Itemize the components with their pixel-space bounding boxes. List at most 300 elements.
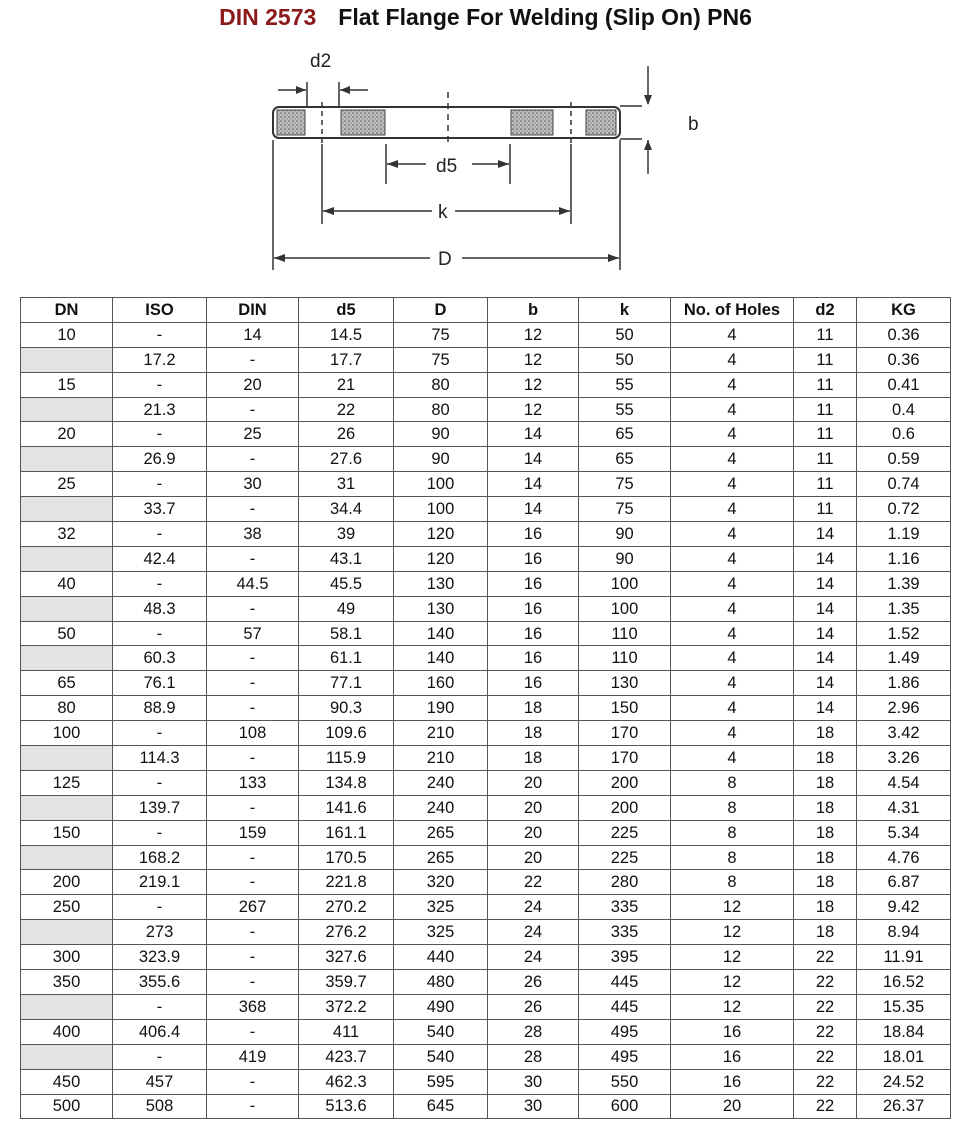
table-cell: 28 bbox=[488, 1044, 579, 1069]
table-cell: 20 bbox=[488, 795, 579, 820]
table-cell: - bbox=[113, 472, 207, 497]
table-cell: 457 bbox=[113, 1069, 207, 1094]
table-cell: - bbox=[207, 447, 299, 472]
table-cell bbox=[21, 994, 113, 1019]
table-row bbox=[21, 920, 951, 945]
table-cell: 39 bbox=[299, 522, 394, 547]
table-cell: 100 bbox=[579, 571, 671, 596]
table-cell: 24 bbox=[488, 895, 579, 920]
table-cell: 50 bbox=[21, 621, 113, 646]
table-cell: - bbox=[113, 571, 207, 596]
table-cell: 16 bbox=[488, 571, 579, 596]
table-row bbox=[21, 571, 951, 596]
table-cell: 210 bbox=[394, 721, 488, 746]
hatch-right-outer bbox=[586, 110, 616, 135]
table-cell: 368 bbox=[207, 994, 299, 1019]
table-cell: 445 bbox=[579, 970, 671, 995]
table-cell: 4 bbox=[671, 522, 794, 547]
table-cell: 250 bbox=[21, 895, 113, 920]
column-header: ISO bbox=[113, 298, 207, 323]
table-cell bbox=[21, 845, 113, 870]
table-cell: 150 bbox=[21, 820, 113, 845]
table-cell: 17.7 bbox=[299, 347, 394, 372]
hatch-right-inner bbox=[511, 110, 553, 135]
table-cell bbox=[21, 497, 113, 522]
table-cell: 11 bbox=[794, 372, 857, 397]
table-cell: 76.1 bbox=[113, 671, 207, 696]
table-cell: 22 bbox=[794, 1019, 857, 1044]
column-header: DIN bbox=[207, 298, 299, 323]
table-cell: 100 bbox=[394, 497, 488, 522]
table-cell: 130 bbox=[579, 671, 671, 696]
table-cell: 11 bbox=[794, 322, 857, 347]
table-row bbox=[21, 721, 951, 746]
table-cell: 18 bbox=[794, 795, 857, 820]
table-cell: 90 bbox=[394, 422, 488, 447]
table-cell: 270.2 bbox=[299, 895, 394, 920]
table-row bbox=[21, 1019, 951, 1044]
table-cell: 100 bbox=[21, 721, 113, 746]
table-row bbox=[21, 746, 951, 771]
column-header: D bbox=[394, 298, 488, 323]
table-cell: - bbox=[113, 820, 207, 845]
table-cell: 18 bbox=[488, 721, 579, 746]
table-cell: 75 bbox=[579, 472, 671, 497]
table-cell: 2.96 bbox=[857, 696, 951, 721]
table-cell: 0.72 bbox=[857, 497, 951, 522]
table-cell: 495 bbox=[579, 1044, 671, 1069]
table-cell: 3.26 bbox=[857, 746, 951, 771]
hatch-left-inner bbox=[341, 110, 385, 135]
table-cell: 18 bbox=[488, 696, 579, 721]
table-cell: 4.76 bbox=[857, 845, 951, 870]
table-cell: 14 bbox=[794, 696, 857, 721]
table-cell: 513.6 bbox=[299, 1094, 394, 1119]
table-cell: 4.54 bbox=[857, 770, 951, 795]
table-cell: 4 bbox=[671, 596, 794, 621]
table-cell: 30 bbox=[488, 1069, 579, 1094]
table-cell: 31 bbox=[299, 472, 394, 497]
table-cell: 26 bbox=[299, 422, 394, 447]
table-cell: 24 bbox=[488, 945, 579, 970]
table-row bbox=[21, 322, 951, 347]
table-cell: 20 bbox=[488, 770, 579, 795]
table-cell: 355.6 bbox=[113, 970, 207, 995]
table-cell: 11 bbox=[794, 347, 857, 372]
table-cell: 75 bbox=[394, 347, 488, 372]
table-cell: 55 bbox=[579, 372, 671, 397]
table-row bbox=[21, 795, 951, 820]
table-cell: 32 bbox=[21, 522, 113, 547]
table-cell: 300 bbox=[21, 945, 113, 970]
table-cell: 77.1 bbox=[299, 671, 394, 696]
table-cell: 140 bbox=[394, 621, 488, 646]
table-cell: 8 bbox=[671, 845, 794, 870]
table-cell: 0.41 bbox=[857, 372, 951, 397]
table-cell: 159 bbox=[207, 820, 299, 845]
table-cell: 327.6 bbox=[299, 945, 394, 970]
table-cell: 65 bbox=[579, 422, 671, 447]
table-cell: - bbox=[207, 1069, 299, 1094]
table-cell: 8 bbox=[671, 870, 794, 895]
table-cell: 4 bbox=[671, 671, 794, 696]
table-cell: 57 bbox=[207, 621, 299, 646]
table-cell: 221.8 bbox=[299, 870, 394, 895]
table-cell: - bbox=[113, 895, 207, 920]
table-cell: 325 bbox=[394, 895, 488, 920]
table-cell: 372.2 bbox=[299, 994, 394, 1019]
table-cell: 12 bbox=[488, 322, 579, 347]
table-row bbox=[21, 696, 951, 721]
table-cell: 130 bbox=[394, 596, 488, 621]
table-cell: 42.4 bbox=[113, 546, 207, 571]
table-cell: 115.9 bbox=[299, 746, 394, 771]
table-row bbox=[21, 994, 951, 1019]
table-cell: 22 bbox=[794, 994, 857, 1019]
D-label: D bbox=[438, 249, 452, 270]
table-cell: 4 bbox=[671, 721, 794, 746]
k-label: k bbox=[438, 202, 448, 223]
table-cell: 11 bbox=[794, 447, 857, 472]
table-cell: 80 bbox=[21, 696, 113, 721]
table-row bbox=[21, 596, 951, 621]
table-cell: 15 bbox=[21, 372, 113, 397]
table-cell: 16 bbox=[488, 671, 579, 696]
table-cell: 44.5 bbox=[207, 571, 299, 596]
table-cell bbox=[21, 347, 113, 372]
table-cell: 22 bbox=[299, 397, 394, 422]
table-cell: - bbox=[113, 322, 207, 347]
table-cell: - bbox=[207, 671, 299, 696]
table-cell: 14 bbox=[794, 522, 857, 547]
table-cell: 61.1 bbox=[299, 646, 394, 671]
table-cell: 450 bbox=[21, 1069, 113, 1094]
table-cell: 1.86 bbox=[857, 671, 951, 696]
table-cell: 18.01 bbox=[857, 1044, 951, 1069]
table-cell: 4 bbox=[671, 746, 794, 771]
table-cell: 100 bbox=[579, 596, 671, 621]
table-cell: 161.1 bbox=[299, 820, 394, 845]
table-cell bbox=[21, 546, 113, 571]
d5-label: d5 bbox=[436, 156, 458, 177]
table-cell: 440 bbox=[394, 945, 488, 970]
table-cell: 14 bbox=[794, 671, 857, 696]
table-cell: 12 bbox=[488, 347, 579, 372]
table-cell: 508 bbox=[113, 1094, 207, 1119]
table-cell: 495 bbox=[579, 1019, 671, 1044]
table-cell: 140 bbox=[394, 646, 488, 671]
table-cell bbox=[21, 447, 113, 472]
table-cell: 490 bbox=[394, 994, 488, 1019]
table-cell: 4 bbox=[671, 422, 794, 447]
table-row bbox=[21, 497, 951, 522]
table-cell: 3.42 bbox=[857, 721, 951, 746]
table-cell: 80 bbox=[394, 397, 488, 422]
table-cell: 22 bbox=[794, 1094, 857, 1119]
table-cell bbox=[21, 397, 113, 422]
table-row bbox=[21, 472, 951, 497]
table-cell: 280 bbox=[579, 870, 671, 895]
table-cell: - bbox=[207, 596, 299, 621]
table-cell: 1.39 bbox=[857, 571, 951, 596]
table-row bbox=[21, 1094, 951, 1119]
table-cell: 18 bbox=[794, 920, 857, 945]
table-cell: 170 bbox=[579, 721, 671, 746]
table-cell: 4 bbox=[671, 497, 794, 522]
table-cell bbox=[21, 746, 113, 771]
table-cell: 16 bbox=[671, 1019, 794, 1044]
table-row bbox=[21, 1069, 951, 1094]
table-cell: 4 bbox=[671, 372, 794, 397]
table-cell: 0.6 bbox=[857, 422, 951, 447]
table-cell: 0.74 bbox=[857, 472, 951, 497]
table-cell: 406.4 bbox=[113, 1019, 207, 1044]
table-cell: 267 bbox=[207, 895, 299, 920]
table-cell: 219.1 bbox=[113, 870, 207, 895]
table-cell: 58.1 bbox=[299, 621, 394, 646]
table-cell: 33.7 bbox=[113, 497, 207, 522]
table-cell: 18 bbox=[794, 721, 857, 746]
table-cell: 22 bbox=[794, 945, 857, 970]
table-cell: 22 bbox=[488, 870, 579, 895]
table-cell: 18 bbox=[794, 895, 857, 920]
table-cell: 423.7 bbox=[299, 1044, 394, 1069]
table-row bbox=[21, 422, 951, 447]
table-cell: 20 bbox=[488, 820, 579, 845]
table-cell: 500 bbox=[21, 1094, 113, 1119]
table-cell: 0.59 bbox=[857, 447, 951, 472]
table-cell: 18 bbox=[794, 746, 857, 771]
table-cell: 15.35 bbox=[857, 994, 951, 1019]
table-cell: 8.94 bbox=[857, 920, 951, 945]
table-cell: 50 bbox=[579, 347, 671, 372]
table-cell: 210 bbox=[394, 746, 488, 771]
table-cell: 14 bbox=[794, 621, 857, 646]
table-cell: 12 bbox=[671, 895, 794, 920]
table-cell: - bbox=[207, 646, 299, 671]
table-cell: - bbox=[113, 770, 207, 795]
table-row bbox=[21, 522, 951, 547]
table-cell: 55 bbox=[579, 397, 671, 422]
table-cell: 134.8 bbox=[299, 770, 394, 795]
table-cell: 90 bbox=[394, 447, 488, 472]
table-row bbox=[21, 671, 951, 696]
table-cell: 462.3 bbox=[299, 1069, 394, 1094]
table-cell: 4 bbox=[671, 546, 794, 571]
table-cell: 40 bbox=[21, 571, 113, 596]
table-cell: - bbox=[207, 696, 299, 721]
table-cell: 75 bbox=[394, 322, 488, 347]
table-cell: 110 bbox=[579, 646, 671, 671]
table-row bbox=[21, 347, 951, 372]
table-cell: 190 bbox=[394, 696, 488, 721]
table-cell: 0.36 bbox=[857, 322, 951, 347]
table-cell: 10 bbox=[21, 322, 113, 347]
table-cell: 323.9 bbox=[113, 945, 207, 970]
table-cell: 24 bbox=[488, 920, 579, 945]
table-cell bbox=[21, 596, 113, 621]
table-cell: 16 bbox=[488, 596, 579, 621]
table-cell: 150 bbox=[579, 696, 671, 721]
table-cell: 400 bbox=[21, 1019, 113, 1044]
table-cell: 4 bbox=[671, 472, 794, 497]
table-cell: 540 bbox=[394, 1019, 488, 1044]
table-cell: 18 bbox=[794, 845, 857, 870]
table-cell: 16.52 bbox=[857, 970, 951, 995]
table-cell: - bbox=[207, 945, 299, 970]
column-header: d2 bbox=[794, 298, 857, 323]
table-cell: 12 bbox=[671, 994, 794, 1019]
table-cell bbox=[21, 920, 113, 945]
table-cell: 170.5 bbox=[299, 845, 394, 870]
table-cell: - bbox=[207, 870, 299, 895]
table-cell: 75 bbox=[579, 497, 671, 522]
table-cell: 168.2 bbox=[113, 845, 207, 870]
table-cell: - bbox=[113, 522, 207, 547]
table-row bbox=[21, 646, 951, 671]
table-cell: 60.3 bbox=[113, 646, 207, 671]
table-cell: 480 bbox=[394, 970, 488, 995]
table-cell: 25 bbox=[207, 422, 299, 447]
table-cell: 200 bbox=[21, 870, 113, 895]
d2-label: d2 bbox=[310, 51, 332, 72]
table-cell: 240 bbox=[394, 795, 488, 820]
table-cell: 17.2 bbox=[113, 347, 207, 372]
table-cell: 20 bbox=[21, 422, 113, 447]
flange-cross-section-drawing bbox=[240, 44, 700, 280]
table-cell: 130 bbox=[394, 571, 488, 596]
table-cell: 14 bbox=[488, 447, 579, 472]
table-cell: 4 bbox=[671, 447, 794, 472]
table-cell: 22 bbox=[794, 1069, 857, 1094]
standard-code: DIN 2573 bbox=[219, 4, 317, 30]
table-cell: 141.6 bbox=[299, 795, 394, 820]
table-cell: - bbox=[113, 994, 207, 1019]
table-cell: 14 bbox=[488, 422, 579, 447]
table-cell: 38 bbox=[207, 522, 299, 547]
table-cell: 133 bbox=[207, 770, 299, 795]
table-cell: 65 bbox=[21, 671, 113, 696]
table-cell: 1.49 bbox=[857, 646, 951, 671]
table-cell: 1.16 bbox=[857, 546, 951, 571]
table-cell: 27.6 bbox=[299, 447, 394, 472]
table-cell: - bbox=[207, 795, 299, 820]
table-cell: - bbox=[207, 970, 299, 995]
table-cell: 26.9 bbox=[113, 447, 207, 472]
table-cell: 22 bbox=[794, 970, 857, 995]
table-cell: 110 bbox=[579, 621, 671, 646]
table-cell: 276.2 bbox=[299, 920, 394, 945]
table-row bbox=[21, 546, 951, 571]
table-cell: 14 bbox=[794, 546, 857, 571]
table-cell: 114.3 bbox=[113, 746, 207, 771]
table-row bbox=[21, 970, 951, 995]
table-cell: 4 bbox=[671, 696, 794, 721]
flange-dimensions-table bbox=[20, 297, 951, 1119]
table-row bbox=[21, 621, 951, 646]
table-cell: - bbox=[207, 397, 299, 422]
table-cell: 16 bbox=[488, 522, 579, 547]
table-cell: 4 bbox=[671, 347, 794, 372]
table-cell: 12 bbox=[488, 372, 579, 397]
table-cell: 265 bbox=[394, 820, 488, 845]
table-cell: - bbox=[207, 920, 299, 945]
table-cell: 18 bbox=[794, 770, 857, 795]
table-cell bbox=[21, 646, 113, 671]
table-cell: - bbox=[207, 347, 299, 372]
table-cell: 20 bbox=[488, 845, 579, 870]
table-cell bbox=[21, 1044, 113, 1069]
table-cell: 21 bbox=[299, 372, 394, 397]
table-cell: 411 bbox=[299, 1019, 394, 1044]
table-cell: 90 bbox=[579, 522, 671, 547]
table-cell: 88.9 bbox=[113, 696, 207, 721]
table-cell: 4 bbox=[671, 322, 794, 347]
column-header: d5 bbox=[299, 298, 394, 323]
table-cell: 419 bbox=[207, 1044, 299, 1069]
table-cell: 28 bbox=[488, 1019, 579, 1044]
table-cell: 14 bbox=[488, 497, 579, 522]
table-cell: 395 bbox=[579, 945, 671, 970]
table-cell: 273 bbox=[113, 920, 207, 945]
table-row bbox=[21, 820, 951, 845]
table-cell: 16 bbox=[671, 1044, 794, 1069]
table-cell: 49 bbox=[299, 596, 394, 621]
table-cell: 325 bbox=[394, 920, 488, 945]
table-cell: 350 bbox=[21, 970, 113, 995]
table-cell: 120 bbox=[394, 546, 488, 571]
table-cell: 12 bbox=[488, 397, 579, 422]
table-cell: - bbox=[207, 1094, 299, 1119]
table-cell: 80 bbox=[394, 372, 488, 397]
table-cell: 8 bbox=[671, 820, 794, 845]
table-cell: 65 bbox=[579, 447, 671, 472]
flange-outline bbox=[273, 107, 620, 138]
table-cell: 22 bbox=[794, 1044, 857, 1069]
table-cell: 4 bbox=[671, 571, 794, 596]
table-cell: 18.84 bbox=[857, 1019, 951, 1044]
table-cell: 595 bbox=[394, 1069, 488, 1094]
table-cell: 170 bbox=[579, 746, 671, 771]
table-cell: 4.31 bbox=[857, 795, 951, 820]
table-row bbox=[21, 770, 951, 795]
table-cell: 550 bbox=[579, 1069, 671, 1094]
page-title bbox=[0, 4, 971, 31]
table-cell: 160 bbox=[394, 671, 488, 696]
table-header-row bbox=[21, 298, 951, 323]
table-cell: 225 bbox=[579, 845, 671, 870]
table-cell: 9.42 bbox=[857, 895, 951, 920]
table-cell: 100 bbox=[394, 472, 488, 497]
table-cell: 4 bbox=[671, 397, 794, 422]
table-row bbox=[21, 397, 951, 422]
table-cell: 26 bbox=[488, 994, 579, 1019]
table-cell: 14 bbox=[794, 596, 857, 621]
table-cell: 14 bbox=[794, 646, 857, 671]
table-cell: 11 bbox=[794, 472, 857, 497]
table-cell: 600 bbox=[579, 1094, 671, 1119]
table-cell: 16 bbox=[488, 621, 579, 646]
table-cell: 16 bbox=[488, 646, 579, 671]
table-cell: 90.3 bbox=[299, 696, 394, 721]
table-cell: 0.4 bbox=[857, 397, 951, 422]
table-cell: 5.34 bbox=[857, 820, 951, 845]
table-cell: 20 bbox=[671, 1094, 794, 1119]
column-header: KG bbox=[857, 298, 951, 323]
table-cell: 18 bbox=[794, 870, 857, 895]
table-cell: 24.52 bbox=[857, 1069, 951, 1094]
table-row bbox=[21, 845, 951, 870]
